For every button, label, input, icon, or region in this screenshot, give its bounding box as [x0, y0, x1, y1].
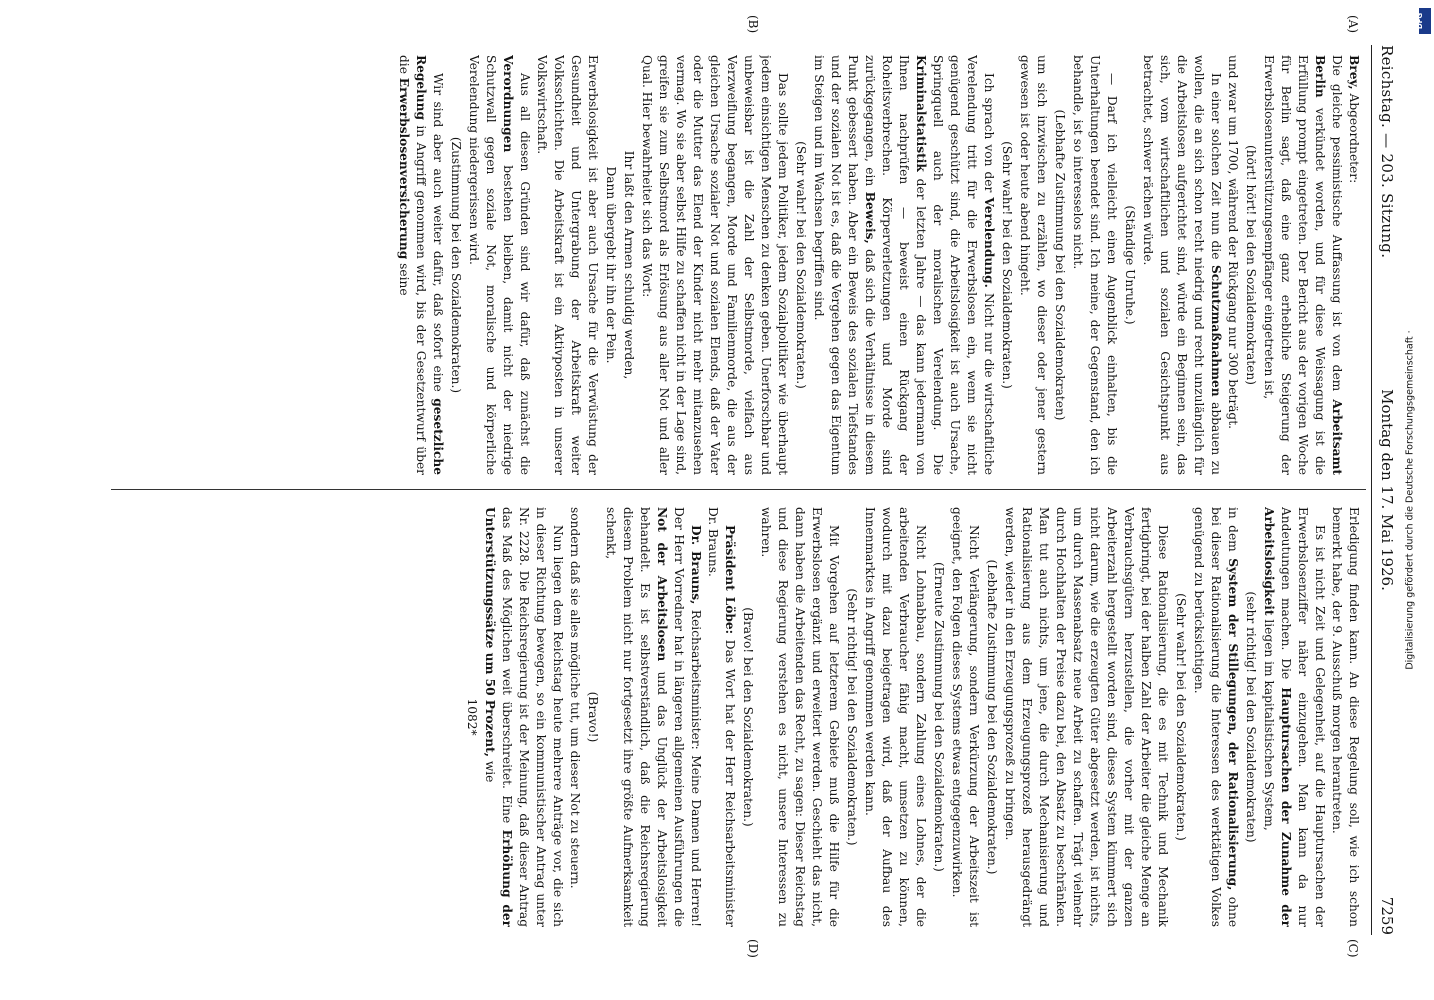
text: seine — [397, 263, 411, 296]
emphasis: gesetzliche Regelung — [414, 55, 445, 475]
interjection: (Ständige Unruhe.) — [1123, 205, 1137, 325]
emphasis: Schutzmaßnahmen — [1209, 264, 1223, 397]
text: In einer solchen Zeit nun die — [1209, 73, 1223, 260]
header-rule — [1371, 45, 1372, 935]
paragraph — [810, 55, 997, 475]
signature-mark: 1082* — [465, 698, 479, 736]
verse-line: Dann übergebt ihr ihn der Pein. — [604, 166, 618, 364]
paragraph — [395, 55, 446, 475]
text: bestehen bleiben, damit nicht der niedrige Schutzwall gegen soziale Not, moralische und körperliche Verelendung niedergerissen wird. — [467, 55, 515, 475]
paragraph: Nicht Lohnabbau, sondern Zahlung eines Lohnes, der die arbeitenden Verbraucher fähig macht, umsetzen zu können, wodurch mit dazu beigetragen wird, daß der Aufbau des Innenmarktes in Angriff genommen werden kann. — [863, 507, 928, 927]
margin-label-a: (A) — [1346, 15, 1360, 34]
text: Ich sprach von der — [982, 73, 996, 193]
interjection: (Sehr richtig! bei den Sozialdemokraten.) — [845, 588, 859, 846]
text: abbauen zu wollen, die an sich schon recht niedrig und recht unzulänglich für die Arbeitslosen aufgerichtet sind, würde ein Beginnen sein, das sich, vom wirtschaftlichen und sozialen Gesichtspunkt aus betrachtet, schwer rächen würde. — [1141, 55, 1223, 475]
text: Aus all diesen Gründen sind wir dafür, daß zunächst die — [518, 73, 532, 475]
paragraph — [1190, 507, 1241, 927]
speaker-name: Brey, — [1347, 55, 1361, 90]
emphasis: Kriminalstatistik — [914, 55, 928, 172]
text: Es ist nicht Zeit und Gelegenheit, auf die Hauptursachen der Erwerbslosenziffer näher einzugehen. Man kann da nur Andeutungen machen. Die — [1279, 507, 1327, 927]
text: Nicht nur die wirtschaftliche Verelendung tritt für die Erwerbslosen ein, wenn sie nicht genügend geschützt sind, die Arbeitslosigkeit ist auch Ursache, Springquell auch der moralischen Verelendung. Die — [931, 55, 996, 475]
interjection: (Bravo! bei den Sozialdemokraten.) — [741, 607, 755, 827]
header-date: Montag den 17. Mai 1926. — [1378, 389, 1396, 591]
paragraph: um sich inzwischen zu erzählen, wo dieser oder jener gestern gewesen ist oder heute abend hingeht. — [1018, 55, 1049, 475]
text: Die gleiche pessimistische Auffassung ist von dem — [1330, 55, 1344, 392]
paragraph — [1345, 55, 1362, 475]
emphasis: Hauptursachen der Zunahme der Arbeitslosigkeit — [1262, 507, 1293, 927]
text: und das Unglück der Arbeitslosigkeit behandelt. Es ist selbstverständlich, daß die Reichsregierung diesem Problem nicht nur fortgesetzt ihre größte Aufmerksamkeit schenkt, — [604, 507, 669, 927]
text: ohne bei dieser Rationalisierung die Interessen des werktätigen Volkes genügend zu berücksichtigen. — [1192, 507, 1240, 927]
page-number: 7259 — [1378, 896, 1396, 935]
interjection: (hört! hört! bei den Sozialdemokraten) — [1244, 145, 1258, 385]
paragraph: Das sollte jedem Politiker, jedem Sozialpolitiker wie überhaupt jedem einsichtigen Menschen zu denken geben. Unerforschbar und unbeweisbar ist die Zahl der Selbstmorde, vielfach aus Verzweiflung begangen, Morde und Familienmorde, die aus der gleichen Ursache sozialer Not und sozialen Elends, daß der Vater oder die Mutter das Elend der Kinder nicht mehr mitanzusehen vermag. Wo sie aber selbst Hilfe zu schaffen nicht in der Lage sind, greifen sie zum Selbstmord als Erlösung aus aller Not und aller Qual. Hier bewahrheitet sich das Wort: — [640, 55, 790, 475]
header-session: Reichstag. — 203. Sitzung. — [1378, 45, 1396, 259]
emphasis: Erhöhung der Unterstützungssätze um 50 Prozent, — [483, 507, 514, 927]
margin-label-d: (D) — [746, 939, 760, 958]
interjection: (Zustimmung bei den Sozialdemokraten.) — [449, 136, 463, 394]
emphasis: Beweis, — [863, 191, 877, 244]
paragraph — [1139, 55, 1224, 475]
text: Wir sind aber auch weiter dafür, daß sofort eine — [431, 73, 445, 392]
interjection: (Lebhafte Zustimmung bei den Sozialdemokraten) — [1053, 109, 1067, 421]
text: Reichsarbeitsminister: Meine Damen und Herren! Der Herr Vorredner hat in längeren allgemeinen Ausführungen die — [672, 507, 703, 927]
paragraph: — Darf ich vielleicht einen Augenblick einhalten, bis die Unterhaltungen beendet sind. Ich meine, der Gegenstand, den ich behandle, ist so interesselos nicht. — [1071, 55, 1119, 475]
margin-label-b: (B) — [746, 15, 760, 34]
speaker-name: Präsident Löbe: — [723, 525, 737, 635]
text: in Angriff genommen wird, bis der Gesetzentwurf über die — [397, 55, 428, 475]
text: Das Wort hat der Herr Reichsarbeitsminister Dr. Brauns. — [706, 507, 737, 927]
verse-line: Ihr laßt den Armen schuldig werden, — [622, 150, 636, 380]
emphasis: Verordnungen — [501, 55, 515, 153]
interjection: (sehr richtig! bei den Sozialdemokraten) — [1244, 591, 1258, 843]
paragraph: sondern daß sie alles mögliche tut, um dieser Not zu steuern. — [568, 507, 582, 889]
paragraph — [602, 507, 704, 927]
watermark-text: Digitalisierung gefördert durch die Deutsche Forschungsgemeinschaft · — [1404, 330, 1416, 670]
interjection: (Sehr wahr! bei den Sozialdemokraten.) — [794, 141, 808, 389]
paragraph — [1260, 507, 1328, 927]
emphasis: System der Stillegungen, der Rationalisierung, — [1226, 558, 1240, 891]
interjection: (Sehr wahr! bei den Sozialdemokraten.) — [1174, 593, 1188, 841]
text: in dem — [1226, 507, 1240, 552]
paragraph: Erwerbslosigkeit ist aber auch Ursache für die Verwüstung der Gesundheit und Untergrabung der Arbeitskraft weiter Volksschichten. Die Arbeitskraft ist ein Aktivposten in unserer Volkswirtschaft. — [535, 55, 600, 475]
speaker-name: Dr. Brauns, — [689, 525, 703, 605]
text: daß sich die Verhältnisse in diesem Punkt gebessert haben. Aber ein Beweis des sozialen Tiefstandes und der sozialen Not ist es, daß die Vergehen gegen das Eigentum im Steigen und im Wachsen begriffen sind. — [812, 55, 877, 475]
dfg-logo — [1416, 8, 1431, 34]
dfg-logo-label: DFG — [1416, 12, 1425, 30]
interjection: (Sehr wahr! bei den Sozialdemokraten.) — [1000, 141, 1014, 389]
emphasis: Verelendung. — [982, 197, 996, 288]
emphasis: Not der Arbeitslosen — [655, 507, 669, 662]
page-header — [1372, 45, 1400, 935]
paragraph — [465, 55, 533, 475]
document-page — [100, 15, 1400, 958]
paragraph: Nicht Verlängerung, sondern Verkürzung der Arbeitszeit ist geeignet, den Folgen dieses Systems etwas entgegenzuwirken. — [950, 507, 981, 927]
interjection: (Bravo!) — [586, 691, 600, 743]
paragraph: Erledigung finden kann. An diese Regelung soll, wie ich schon bemerkt habe, der 9. Ausschuß morgen herantreten. — [1330, 507, 1361, 927]
paragraph: Mit Vorgehen auf letzterem Gebiete muß die Hilfe für die Erwerbslosen ergänzt und erweitert werden. Geschieht das nicht, dann haben die Arbeitenden das Recht, zu sagen: Dieser Reichstag und diese Regierung verstehen es nicht, unsere Interessen zu wahren. — [759, 507, 841, 927]
text: liegen im kapitalistischen System, — [1262, 619, 1276, 831]
column-divider — [111, 489, 1366, 490]
text: wie — [483, 760, 497, 783]
speaker-role: Abgeordneter: — [1347, 93, 1361, 184]
paragraph: Diese Rationalisierung, die es mit Technik und Mechanik fertigbringt, bei der halben Zahl der Arbeiter die gleiche Menge an Verbrauchsgütern herzustellen, die vorher mit der ganzen Arbeiterzahl hergestellt worden sind, dieses System kümmert sich nicht darum, wie die erzeugten Güter abgesetzt werden, ist nichts, um durch Massenabsatz neue Arbeit zu schaffen. Trägt vielmehr durch Hochhalten der Preise dazu bei, den Absatz zu beschränken. Man tut auch nichts, um jene, die durch Mechanisierung und Rationalisierung aus dem Erzeugungsprozeß herausgedrängt werden, wieder in den Erzeugungsprozeß zu bringen. — [1003, 507, 1170, 927]
interjection: (Lebhafte Zustimmung bei den Sozialdemokraten.) — [985, 559, 999, 875]
right-column — [112, 507, 1362, 927]
paragraph — [481, 507, 566, 927]
text: Nun liegen dem Reichstag heute mehrere Anträge vor, die sich in dieser Richtung bewegen, so ein kommunistischer Antrag unter Nr. 2228. Die Reichsregierung ist der Meinung, daß dieser Antrag das Maß des Möglichen weit überschreitet. Eine — [500, 507, 565, 927]
text: verkündet worden, und für diese Weissagung ist die Erfüllung prompt eingetreten. Der Bericht aus der vorigen Woche für Berlin sagt, daß eine ganz erhebliche Steigerung der Erwerbslosenunterstützungsempfänger eingetreten ist, — [1262, 55, 1327, 475]
paragraph — [1260, 55, 1345, 475]
emphasis: Arbeitsamt Berlin — [1313, 55, 1344, 475]
paragraph: und zwar um 1700, während der Rückgang nur 300 beträgt. — [1226, 55, 1240, 430]
paragraph — [704, 507, 738, 927]
left-column — [112, 55, 1362, 475]
interjection: (Erneute Zustimmung bei den Sozialdemokraten.) — [932, 562, 946, 872]
emphasis: Erwerbslosenversicherung — [397, 77, 411, 260]
margin-label-c: (C) — [1346, 939, 1360, 958]
text: der letzten Jahre — das kann jedermann von Ihnen nachprüfen — beweist einen Rückgang der Roheitsverbrechen. Körperverletzungen und Morde sind zurückgegangen, ein — [863, 55, 928, 475]
